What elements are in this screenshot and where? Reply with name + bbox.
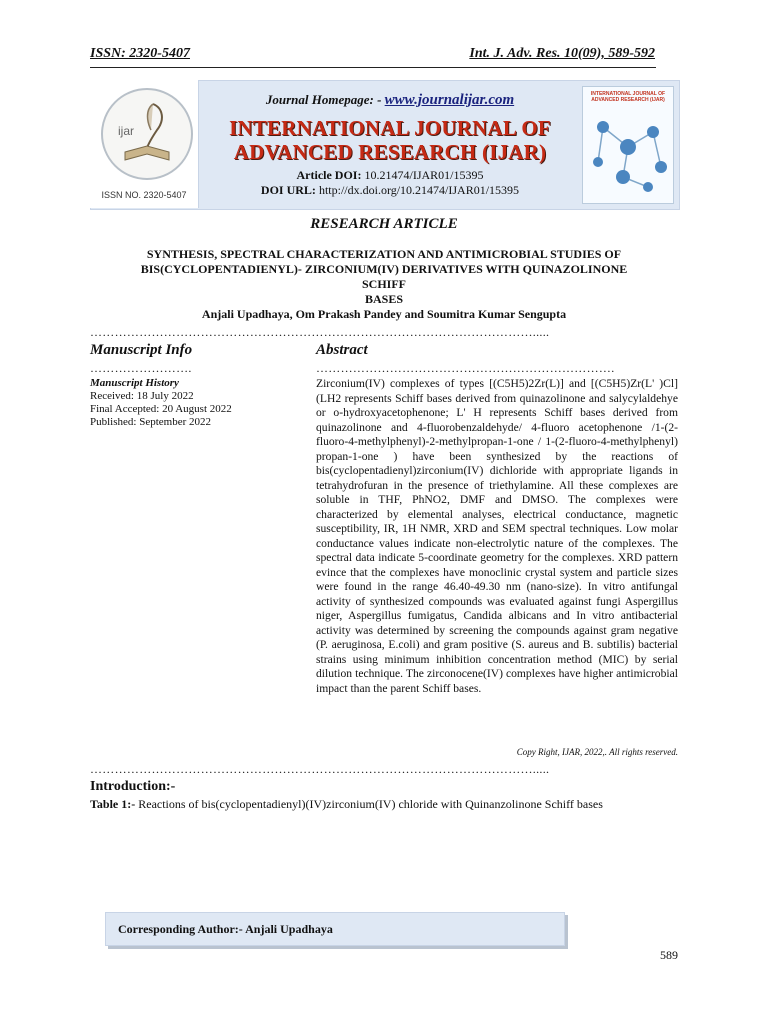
manuscript-history-label: Manuscript History <box>90 377 179 389</box>
table-caption-text: Reactions of bis(cyclopentadienyl)(IV)zirconium(IV) chloride with Quinanzolinone Schiff bases <box>135 797 603 811</box>
cover-title: INTERNATIONAL JOURNAL OF ADVANCED RESEARCH (IJAR) <box>590 91 666 103</box>
introduction-heading: Introduction:- <box>90 779 176 794</box>
doi-label: Article DOI: <box>296 168 362 182</box>
issn-header: ISSN: 2320-5407 <box>90 46 190 61</box>
journal-citation: Int. J. Adv. Res. 10(09), 589-592 <box>469 46 655 61</box>
logo-emblem <box>101 88 193 180</box>
manuscript-history <box>90 377 232 429</box>
dotted-separator-end: ………………………………………………………………………………………………..... <box>90 762 550 776</box>
abstract-text: Zirconium(IV) complexes of types [(C5H5)2Zr(L)] and [(C5H5)Zr(L' )Cl] (LH2 represents Schiff bases derived from quinazolinone and salycylaldehye or o-hydroxyacetophenone; L' H represents Schiff bases derived from quinazolinone and 4-fluorobenzaldehyde/ 4-fluoro acetophenone /1-(2-fluoro-4-methylphenyl)-2-methylpropan-1-one / 1-(2-fluoro-4-methylphenyl) propan-1-one ) have been synthesized by the reactions of bis(cyclopentadienyl)zirconium(IV) dichloride with appropriate ligands in tetrahydrofuran in the presence of triethylamine. All these complexes are soluble in THF, PhNO2, DMF and DMSO. The complexes were characterized by elemental analyses, electrical conductance, magnetic susceptibility, IR, 1H NMR, XRD and SEM spectral techniques. Low molar conductance values indicate non-electrolytic nature of the complexes. The spectral data indicate 5-coordinate geometry for the complexes. XRD pattern evince that the complexes have monoclinic crystal system and particle sizes were found in the range 46.40-49.30 nm (nano-size). In vitro antifungal activity of synthesized compounds was evaluated against fungi Aspergillus niger, Aspergillus fumigatus, Candida albicans and In vitro antibacterial activity was determined by screening the compounds against gram negative (P. aeruginosa, E.coli) and gram positive (S. aureus and B. subtilis) bacterial strains using minimum inhibition concentration method (MIC) by serial dilution technique. The zirconocene(IV) complexes have higher antimicrobial impact than the parent Schiff bases. <box>316 377 678 695</box>
dotted-separator: ………………………………………………………………………………………………..... <box>90 325 550 339</box>
abstract-heading: Abstract <box>316 342 368 358</box>
article-title <box>120 247 648 307</box>
dotted-separator-abstract: ………………………………………………………………. <box>316 361 615 375</box>
homepage-link[interactable]: www.journalijar.com <box>384 92 515 108</box>
received-date: Received: 18 July 2022 <box>90 390 194 402</box>
doi-url-link[interactable]: http://dx.doi.org/10.21474/IJAR01/15395 <box>315 183 520 197</box>
title-line-3: BASES <box>364 292 404 306</box>
accepted-date: Final Accepted: 20 August 2022 <box>90 403 232 415</box>
title-line-2: BIS(CYCLOPENTADIENYL)- ZIRCONIUM(IV) DERIVATIVES WITH QUINAZOLINONE SCHIFF <box>140 262 628 291</box>
table-caption <box>90 797 603 812</box>
header-rule <box>90 67 656 68</box>
table-label: Table 1:- <box>90 797 136 811</box>
authors: Anjali Upadhaya, Om Prakash Pandey and Soumitra Kumar Sengupta <box>201 307 567 321</box>
doi-value: 10.21474/IJAR01/15395 <box>361 168 484 182</box>
quill-book-icon <box>103 90 191 178</box>
manuscript-info-heading: Manuscript Info <box>90 342 193 358</box>
logo-issn: ISSN NO. 2320-5407 <box>101 190 187 200</box>
published-date: Published: September 2022 <box>90 416 211 428</box>
corresponding-author-box <box>105 912 565 946</box>
journal-title-line-2: ADVANCED RESEARCH (IJAR) <box>233 140 547 164</box>
journal-title <box>200 116 580 164</box>
homepage-label: Journal Homepage: - <box>265 92 385 107</box>
journal-homepage <box>200 92 580 109</box>
corresponding-author: Corresponding Author:- Anjali Upadhaya <box>118 922 333 936</box>
journal-cover <box>582 86 674 204</box>
copyright: Copy Right, IJAR, 2022,. All rights reserved. <box>516 747 678 757</box>
logo-text: ijar <box>118 124 135 138</box>
article-type: RESEARCH ARTICLE <box>310 216 458 232</box>
dotted-separator-info: ……………………. <box>90 361 192 375</box>
journal-logo <box>90 80 199 208</box>
molecule-image <box>583 87 673 203</box>
title-line-1: SYNTHESIS, SPECTRAL CHARACTERIZATION AND ANTIMICROBIAL STUDIES OF <box>146 247 622 261</box>
doi-block <box>200 168 580 198</box>
doi-url-label: DOI URL: <box>260 183 316 197</box>
journal-title-line-1: INTERNATIONAL JOURNAL OF <box>229 116 551 140</box>
page-number: 589 <box>660 948 678 962</box>
